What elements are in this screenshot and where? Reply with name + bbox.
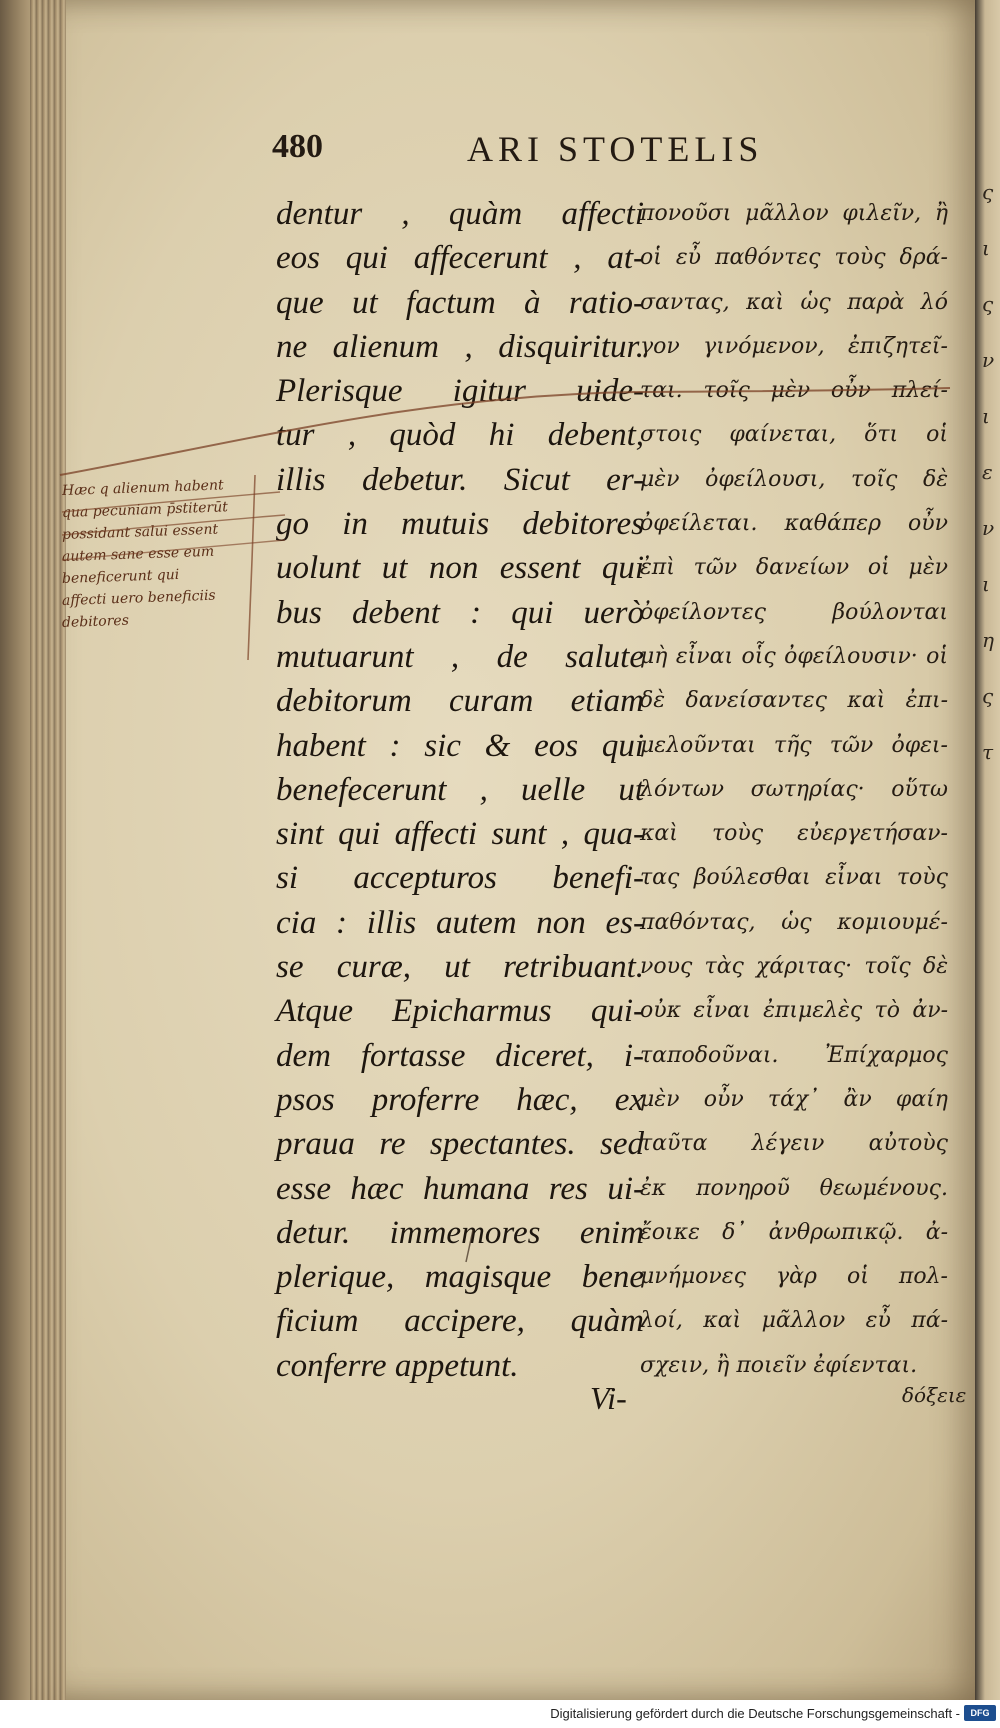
greek-text-line: ταῦτα λέγειν αὐτοὺς [640, 1131, 948, 1157]
latin-text-line: detur. immemores enim [276, 1214, 644, 1251]
latin-text-line: habent : sic & eos qui [276, 727, 644, 764]
greek-text-line: μνήμονες γὰρ οἱ πολ- [640, 1264, 948, 1290]
greek-text-line: νους τὰς χάριτας· τοῖς δὲ [640, 954, 948, 980]
greek-text-line: ἐπὶ τῶν δανείων οἱ μὲν [640, 555, 948, 581]
latin-text-line: conferre appetunt. [276, 1347, 519, 1384]
latin-text-line: si accepturos benefi- [276, 860, 644, 897]
greek-text-line: μὲν οὖν τάχ᾽ ἂν φαίη [640, 1086, 948, 1112]
latin-text-line: sint qui affecti sunt , qua- [276, 816, 644, 853]
greek-text-line: παθόντας, ὡς κομιουμέ- [640, 909, 948, 935]
latin-text-column [276, 192, 644, 1388]
catchword-greek: δόξειε [902, 1383, 967, 1407]
facing-page-glyph: ν [982, 516, 995, 540]
latin-text-line: mutuarunt , de salute [276, 638, 644, 675]
facing-page-glyph: τ [982, 740, 994, 764]
marginal-note-line: autem sane esse eum [61, 543, 215, 565]
latin-text-line: bus debent : qui uerò [276, 594, 644, 631]
greek-text-line: ἔοικε δ᾽ ἀνθρωπικῷ. ἀ- [640, 1219, 948, 1245]
latin-text-line: ne alienum , disquiritur. [276, 328, 644, 365]
latin-text-line: benefecerunt , uelle ut [276, 771, 644, 808]
running-head: ARI STOTELIS [467, 129, 764, 169]
facing-page-glyph: ι [982, 404, 990, 428]
facing-page-glyph: η [982, 628, 994, 652]
dfg-logo: DFG [964, 1705, 996, 1721]
greek-text-line: οἱ εὖ παθόντες τοὺς δρά- [640, 245, 948, 271]
latin-text-line: uolunt ut non essent qui [276, 550, 644, 587]
greek-text-line: μὲν ὀφείλουσι, τοῖς δὲ [640, 466, 948, 492]
latin-text-line: plerique, magisque bene [276, 1259, 644, 1296]
page-edge-stack [30, 0, 66, 1700]
latin-text-line: eos qui affecerunt , at- [276, 240, 644, 277]
greek-text-line: γον γινόμενον, ἐπιζητεῖ- [640, 333, 948, 359]
greek-text-line: δὲ δανείσαντες καὶ ἐπι- [640, 688, 948, 714]
latin-text-line: go in mutuis debitores [276, 506, 644, 543]
handwritten-marginalia [61, 477, 282, 634]
facing-page-glyph: ς [982, 684, 994, 708]
facing-page-glyph: ν [982, 348, 995, 372]
marginal-note-line: qua pecuniam p̄stiterūt [61, 499, 229, 521]
marginal-note-line: debitores [61, 612, 130, 631]
greek-text-line: ὀφείλεται. καθάπερ οὖν [640, 511, 948, 537]
latin-text-line: debitorum curam etiam [276, 683, 644, 720]
page-header [272, 128, 832, 174]
greek-text-line: σχειν, ἢ ποιεῖν ἐφίενται. [640, 1352, 918, 1378]
latin-text-line: dentur , quàm affecti [276, 196, 644, 232]
greek-text-line: καὶ τοὺς εὐεργετήσαν- [640, 821, 948, 847]
marginal-note-line: possidant salui essent [61, 521, 219, 543]
latin-text-line: ficium accipere, quàm [276, 1303, 644, 1340]
greek-text-line: λόντων σωτηρίας· οὕτω [640, 776, 948, 802]
page-number: 480 [272, 128, 323, 165]
greek-text-line: τας βούλεσθαι εἶναι τοὺς [640, 865, 948, 891]
facing-page-fragments [982, 180, 1000, 796]
greek-text-line: σαντας, καὶ ὡς παρὰ λό [640, 289, 948, 315]
latin-text-line: Atque Epicharmus qui- [276, 993, 644, 1030]
facing-page-glyph: ς [982, 180, 994, 204]
greek-text-line: λοί, καὶ μᾶλλον εὖ πά- [640, 1308, 948, 1334]
greek-text-column [640, 192, 948, 1388]
latin-text-line: Plerisque igitur uide- [276, 373, 644, 410]
latin-text-line: psos proferre hæc, ex [276, 1081, 644, 1118]
greek-text-line: μὴ εἶναι οἷς ὀφείλουσιν· οἱ [640, 643, 948, 669]
footer-credit: Digitalisierung gefördert durch die Deutsche Forschungsgemeinschaft - [550, 1706, 960, 1721]
latin-text-line: praua re spectantes. sed [276, 1126, 644, 1163]
greek-text-line: ταποδοῦναι. Ἐπίχαρμος [640, 1042, 948, 1068]
latin-text-line: se curæ, ut retribuant. [276, 949, 644, 986]
greek-text-line: ται. τοῖς μὲν οὖν πλεί- [640, 378, 948, 404]
facing-page-glyph: ι [982, 236, 990, 260]
marginal-note-line: beneficerunt qui [61, 566, 180, 587]
marginal-note-line: affecti uero beneficiis [61, 587, 216, 609]
greek-text-line: πονοῦσι μᾶλλον φιλεῖν, ἢ [640, 201, 948, 226]
latin-text-line: dem fortasse diceret, i- [276, 1037, 644, 1074]
latin-text-line: tur , quòd hi debent, [276, 417, 644, 454]
latin-text-line: que ut factum à ratio- [276, 284, 644, 321]
greek-text-line: οὐκ εἶναι ἐπιμελὲς τὸ ἀν- [640, 998, 948, 1024]
greek-text-line: ὀφείλοντες βούλονται [640, 599, 948, 625]
latin-text-line: illis debetur. Sicut er- [276, 461, 644, 498]
facing-page-glyph: ς [982, 292, 994, 316]
latin-text-line: cia : illis autem non es- [276, 904, 644, 941]
greek-text-line: στοις φαίνεται, ὅτι οἱ [640, 422, 948, 448]
catchword-latin: Vi- [590, 1380, 627, 1416]
facing-page-glyph: ι [982, 572, 990, 596]
latin-text-line: esse hæc humana res ui- [276, 1170, 644, 1207]
greek-text-line: μελοῦνται τῆς τῶν ὀφει- [640, 732, 948, 758]
facing-page-glyph: ε [982, 460, 993, 484]
greek-text-line: ἐκ πονηροῦ θεωμένους. [640, 1175, 948, 1201]
marginal-note-line: Hæc q alienum habent [61, 477, 224, 499]
